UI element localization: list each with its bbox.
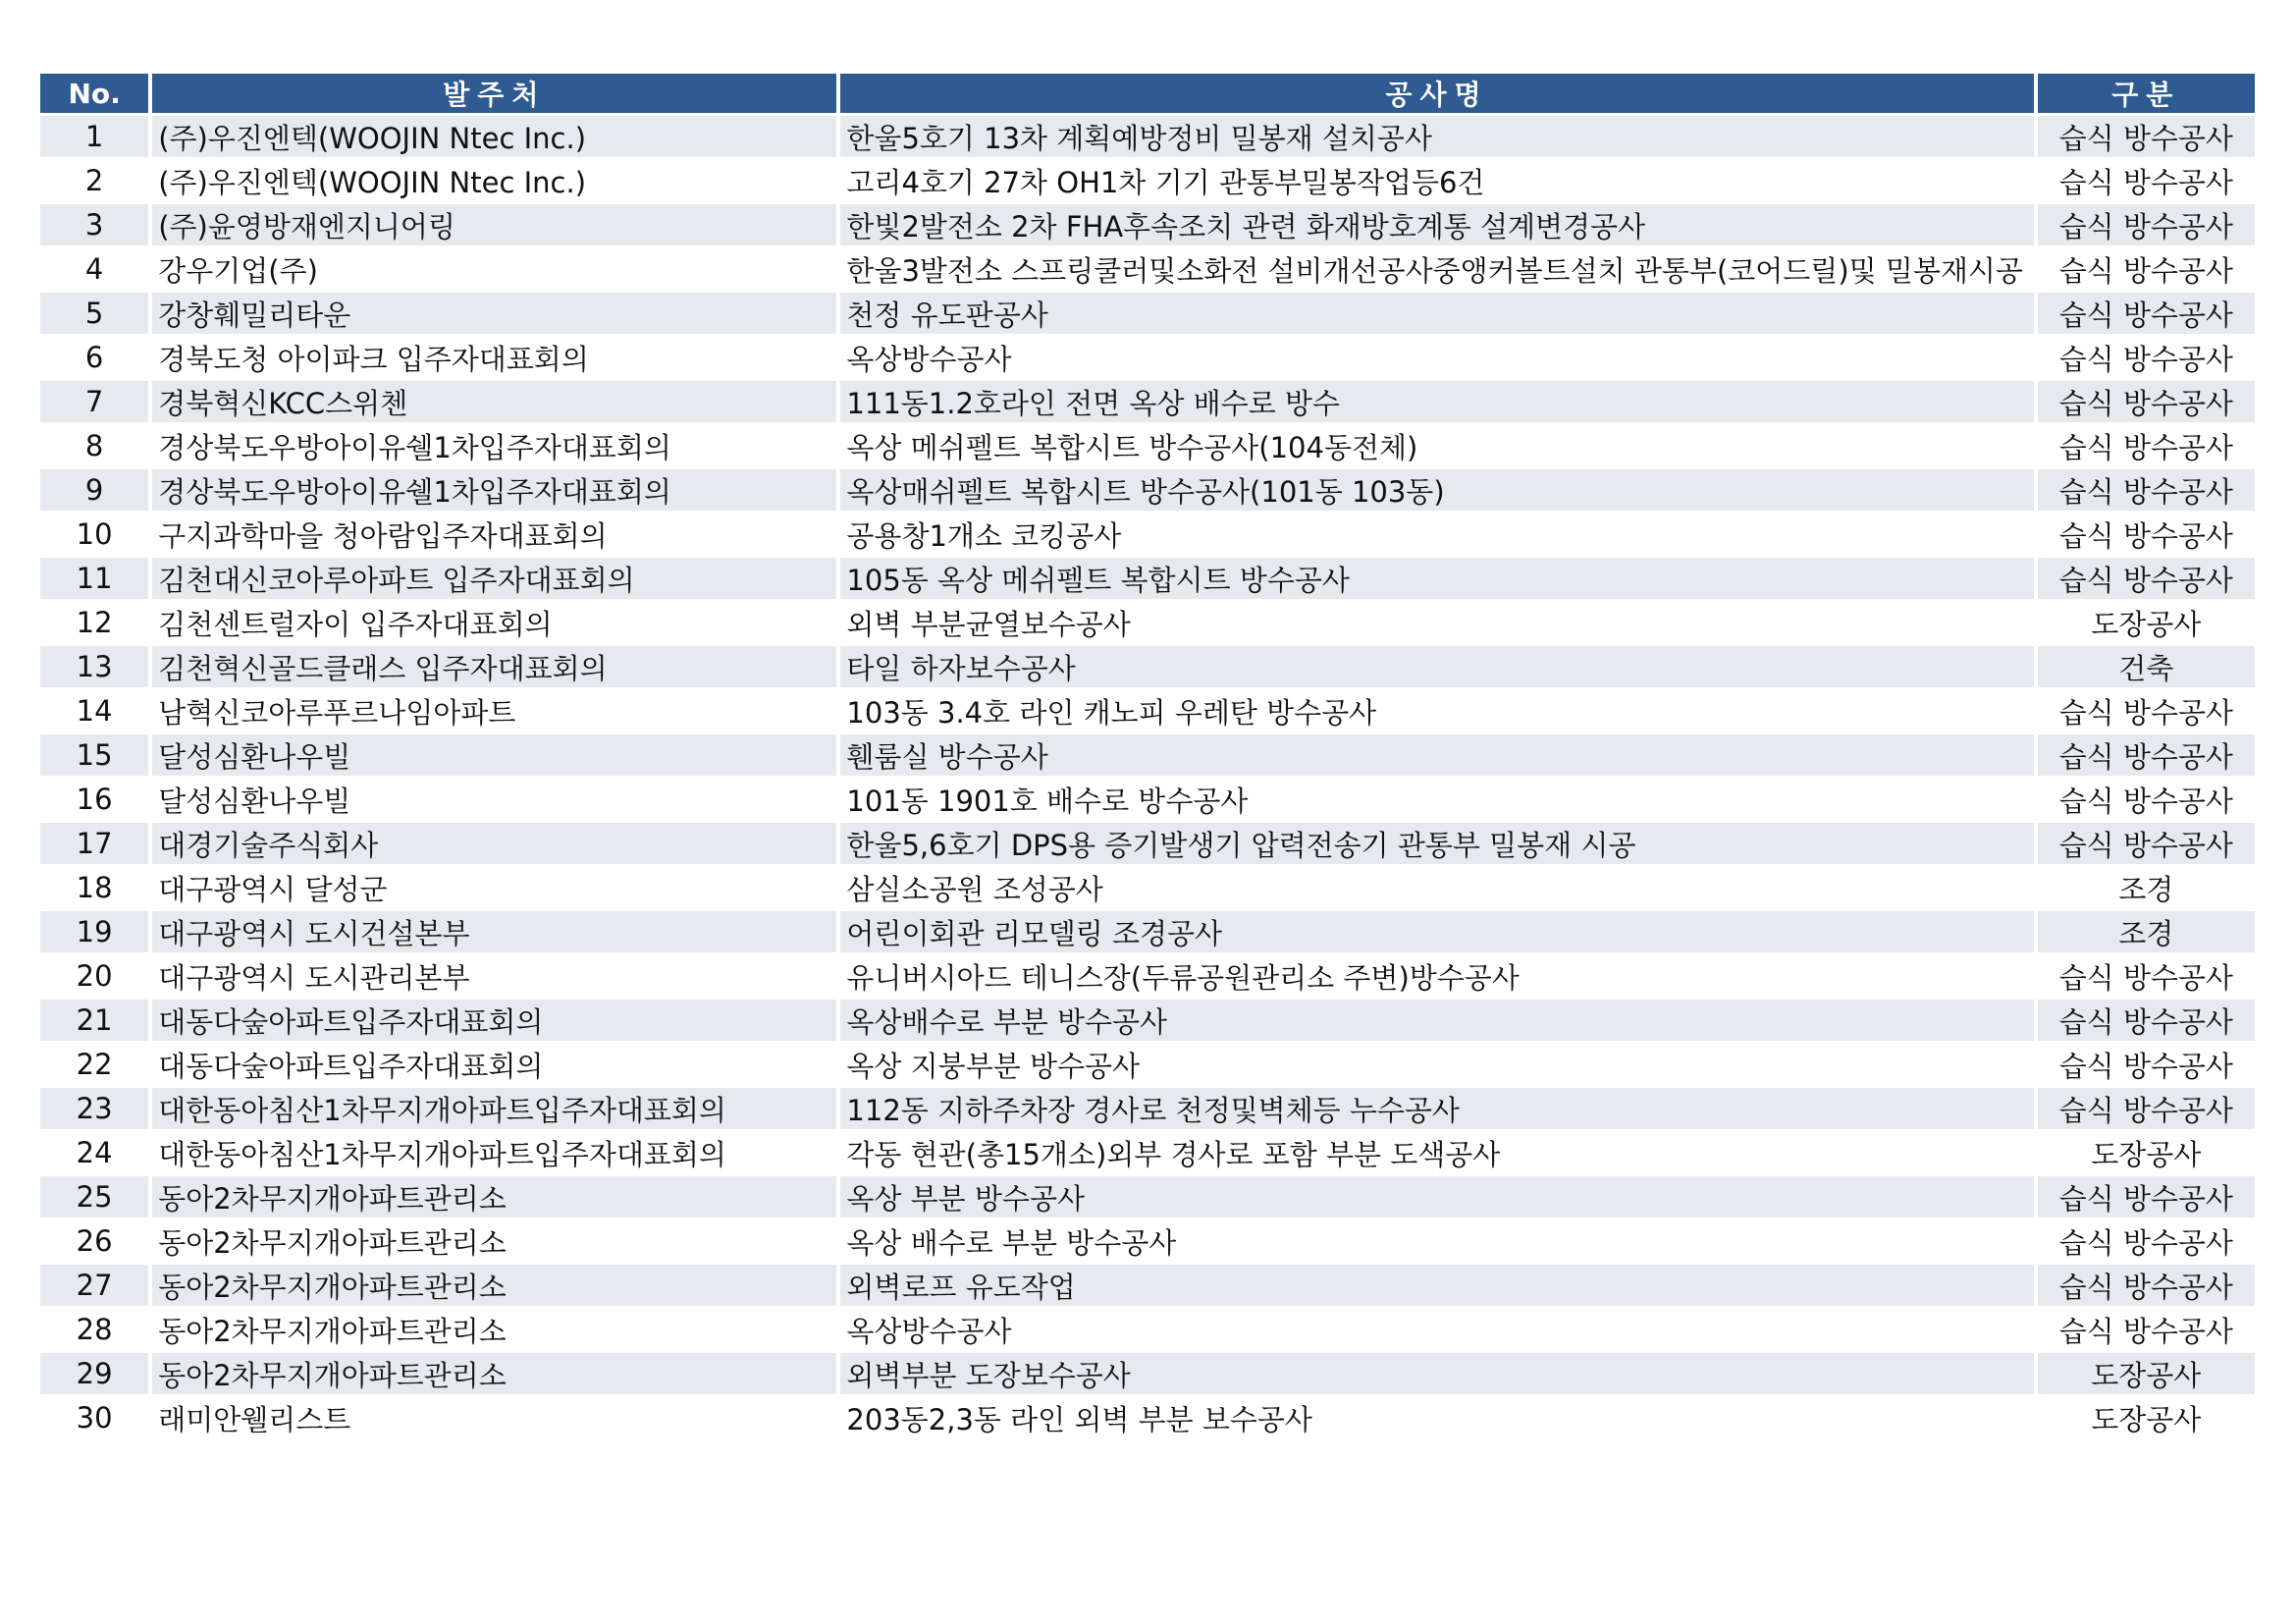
row-number: 15	[40, 734, 148, 776]
category-cell: 습식 방수공사	[2038, 823, 2255, 864]
category-cell: 습식 방수공사	[2038, 1309, 2255, 1350]
project-cell: 105동 옥상 메쉬펠트 복합시트 방수공사	[840, 558, 2033, 599]
header-row	[40, 74, 2255, 113]
project-cell: 112동 지하주차장 경사로 천정및벽체등 누수공사	[840, 1088, 2033, 1129]
category-cell: 습식 방수공사	[2038, 160, 2255, 201]
category-cell: 습식 방수공사	[2038, 779, 2255, 820]
project-cell: 옥상배수로 부분 방수공사	[840, 1000, 2033, 1041]
client-cell: 대경기술주식회사	[152, 823, 836, 864]
table-row	[40, 1220, 2255, 1262]
row-number: 20	[40, 955, 148, 997]
row-number: 10	[40, 514, 148, 555]
project-cell: 타일 하자보수공사	[840, 646, 2033, 687]
category-cell: 습식 방수공사	[2038, 1176, 2255, 1218]
category-cell: 습식 방수공사	[2038, 734, 2255, 776]
row-number: 29	[40, 1353, 148, 1394]
project-cell: 한울5호기 13차 계획예방정비 밀봉재 설치공사	[840, 116, 2033, 157]
client-cell: 대한동아침산1차무지개아파트입주자대표회의	[152, 1088, 836, 1129]
project-cell: 천정 유도판공사	[840, 293, 2033, 334]
table-row	[40, 602, 2255, 643]
project-cell: 옥상 메쉬펠트 복합시트 방수공사(104동전체)	[840, 425, 2033, 466]
client-cell: 대동다숲아파트입주자대표회의	[152, 1000, 836, 1041]
row-number: 11	[40, 558, 148, 599]
category-cell: 도장공사	[2038, 1132, 2255, 1173]
project-cell: 옥상 부분 방수공사	[840, 1176, 2033, 1218]
category-cell: 습식 방수공사	[2038, 469, 2255, 511]
category-cell: 습식 방수공사	[2038, 1000, 2255, 1041]
client-cell: 동아2차무지개아파트관리소	[152, 1176, 836, 1218]
row-number: 13	[40, 646, 148, 687]
project-cell: 고리4호기 27차 OH1차 기기 관통부밀봉작업등6건	[840, 160, 2033, 201]
table-row	[40, 1000, 2255, 1041]
client-cell: 김천센트럴자이 입주자대표회의	[152, 602, 836, 643]
table-row	[40, 558, 2255, 599]
project-cell: 옥상 지붕부분 방수공사	[840, 1044, 2033, 1085]
construction-record-sheet	[40, 71, 2255, 1441]
row-number: 27	[40, 1265, 148, 1306]
client-cell: 대구광역시 도시관리본부	[152, 955, 836, 997]
category-cell: 습식 방수공사	[2038, 690, 2255, 731]
category-cell: 습식 방수공사	[2038, 1220, 2255, 1262]
row-number: 21	[40, 1000, 148, 1041]
project-cell: 옥상방수공사	[840, 337, 2033, 378]
table-header	[40, 74, 2255, 113]
client-cell: 남혁신코아루푸르나임아파트	[152, 690, 836, 731]
client-cell: 대구광역시 도시건설본부	[152, 911, 836, 952]
header-project: 공사명	[840, 74, 2033, 113]
table-row	[40, 1353, 2255, 1394]
client-cell: 경상북도우방아이유쉘1차입주자대표회의	[152, 425, 836, 466]
project-cell: 공용창1개소 코킹공사	[840, 514, 2033, 555]
project-cell: 외벽 부분균열보수공사	[840, 602, 2033, 643]
row-number: 16	[40, 779, 148, 820]
client-cell: 강창훼밀리타운	[152, 293, 836, 334]
project-cell: 휀룸실 방수공사	[840, 734, 2033, 776]
row-number: 7	[40, 381, 148, 422]
category-cell: 도장공사	[2038, 602, 2255, 643]
category-cell: 습식 방수공사	[2038, 248, 2255, 290]
client-cell: 동아2차무지개아파트관리소	[152, 1309, 836, 1350]
category-cell: 습식 방수공사	[2038, 1044, 2255, 1085]
table-row	[40, 514, 2255, 555]
category-cell: 도장공사	[2038, 1397, 2255, 1438]
row-number: 2	[40, 160, 148, 201]
category-cell: 건축	[2038, 646, 2255, 687]
row-number: 24	[40, 1132, 148, 1173]
row-number: 6	[40, 337, 148, 378]
project-cell: 옥상 배수로 부분 방수공사	[840, 1220, 2033, 1262]
table-row	[40, 1044, 2255, 1085]
category-cell: 습식 방수공사	[2038, 1265, 2255, 1306]
client-cell: 대구광역시 달성군	[152, 867, 836, 908]
row-number: 28	[40, 1309, 148, 1350]
table-row	[40, 381, 2255, 422]
row-number: 19	[40, 911, 148, 952]
client-cell: 래미안웰리스트	[152, 1397, 836, 1438]
row-number: 12	[40, 602, 148, 643]
category-cell: 습식 방수공사	[2038, 1088, 2255, 1129]
construction-record-table	[36, 71, 2259, 1441]
header-client: 발주처	[152, 74, 836, 113]
header-no: No.	[40, 74, 148, 113]
project-cell: 어린이회관 리모델링 조경공사	[840, 911, 2033, 952]
project-cell: 203동2,3동 라인 외벽 부분 보수공사	[840, 1397, 2033, 1438]
row-number: 4	[40, 248, 148, 290]
project-cell: 각동 현관(총15개소)외부 경사로 포함 부분 도색공사	[840, 1132, 2033, 1173]
header-category: 구분	[2038, 74, 2255, 113]
table-row	[40, 911, 2255, 952]
project-cell: 103동 3.4호 라인 캐노피 우레탄 방수공사	[840, 690, 2033, 731]
row-number: 3	[40, 204, 148, 245]
table-body	[40, 116, 2255, 1438]
category-cell: 습식 방수공사	[2038, 337, 2255, 378]
category-cell: 습식 방수공사	[2038, 116, 2255, 157]
project-cell: 옥상매쉬펠트 복합시트 방수공사(101동 103동)	[840, 469, 2033, 511]
table-row	[40, 1176, 2255, 1218]
client-cell: 동아2차무지개아파트관리소	[152, 1220, 836, 1262]
client-cell: 달성심환나우빌	[152, 779, 836, 820]
category-cell: 습식 방수공사	[2038, 425, 2255, 466]
table-row	[40, 1132, 2255, 1173]
category-cell: 습식 방수공사	[2038, 204, 2255, 245]
client-cell: 동아2차무지개아파트관리소	[152, 1265, 836, 1306]
row-number: 23	[40, 1088, 148, 1129]
client-cell: (주)윤영방재엔지니어링	[152, 204, 836, 245]
row-number: 8	[40, 425, 148, 466]
row-number: 5	[40, 293, 148, 334]
table-row	[40, 823, 2255, 864]
category-cell: 도장공사	[2038, 1353, 2255, 1394]
category-cell: 습식 방수공사	[2038, 955, 2255, 997]
category-cell: 조경	[2038, 911, 2255, 952]
project-cell: 삼실소공원 조성공사	[840, 867, 2033, 908]
table-row	[40, 1309, 2255, 1350]
table-row	[40, 1088, 2255, 1129]
client-cell: 경북도청 아이파크 입주자대표회의	[152, 337, 836, 378]
row-number: 25	[40, 1176, 148, 1218]
table-row	[40, 204, 2255, 245]
table-row	[40, 337, 2255, 378]
client-cell: 달성심환나우빌	[152, 734, 836, 776]
table-row	[40, 779, 2255, 820]
table-row	[40, 469, 2255, 511]
category-cell: 습식 방수공사	[2038, 514, 2255, 555]
project-cell: 111동1.2호라인 전면 옥상 배수로 방수	[840, 381, 2033, 422]
project-cell: 한울3발전소 스프링쿨러및소화전 설비개선공사중앵커볼트설치 관통부(코어드릴)및 밀봉재시공	[840, 248, 2033, 290]
category-cell: 습식 방수공사	[2038, 293, 2255, 334]
client-cell: 동아2차무지개아파트관리소	[152, 1353, 836, 1394]
client-cell: 대한동아침산1차무지개아파트입주자대표회의	[152, 1132, 836, 1173]
category-cell: 습식 방수공사	[2038, 558, 2255, 599]
project-cell: 한빛2발전소 2차 FHA후속조치 관련 화재방호계통 설계변경공사	[840, 204, 2033, 245]
project-cell: 외벽부분 도장보수공사	[840, 1353, 2033, 1394]
row-number: 18	[40, 867, 148, 908]
table-row	[40, 690, 2255, 731]
project-cell: 101동 1901호 배수로 방수공사	[840, 779, 2033, 820]
client-cell: (주)우진엔텍(WOOJIN Ntec Inc.)	[152, 160, 836, 201]
row-number: 26	[40, 1220, 148, 1262]
row-number: 1	[40, 116, 148, 157]
table-row	[40, 734, 2255, 776]
project-cell: 유니버시아드 테니스장(두류공원관리소 주변)방수공사	[840, 955, 2033, 997]
client-cell: 김천혁신골드클래스 입주자대표회의	[152, 646, 836, 687]
client-cell: 대동다숲아파트입주자대표회의	[152, 1044, 836, 1085]
row-number: 9	[40, 469, 148, 511]
category-cell: 습식 방수공사	[2038, 381, 2255, 422]
client-cell: 김천대신코아루아파트 입주자대표회의	[152, 558, 836, 599]
table-row	[40, 1397, 2255, 1438]
category-cell: 조경	[2038, 867, 2255, 908]
table-row	[40, 955, 2255, 997]
table-row	[40, 293, 2255, 334]
row-number: 14	[40, 690, 148, 731]
client-cell: 구지과학마을 청아람입주자대표회의	[152, 514, 836, 555]
table-row	[40, 867, 2255, 908]
project-cell: 옥상방수공사	[840, 1309, 2033, 1350]
client-cell: 경북혁신KCC스위첸	[152, 381, 836, 422]
table-row	[40, 160, 2255, 201]
project-cell: 한울5,6호기 DPS용 증기발생기 압력전송기 관통부 밀봉재 시공	[840, 823, 2033, 864]
table-row	[40, 248, 2255, 290]
client-cell: (주)우진엔텍(WOOJIN Ntec Inc.)	[152, 116, 836, 157]
client-cell: 강우기업(주)	[152, 248, 836, 290]
table-row	[40, 646, 2255, 687]
row-number: 22	[40, 1044, 148, 1085]
row-number: 30	[40, 1397, 148, 1438]
table-row	[40, 1265, 2255, 1306]
project-cell: 외벽로프 유도작업	[840, 1265, 2033, 1306]
row-number: 17	[40, 823, 148, 864]
table-row	[40, 116, 2255, 157]
client-cell: 경상북도우방아이유쉘1차입주자대표회의	[152, 469, 836, 511]
table-row	[40, 425, 2255, 466]
